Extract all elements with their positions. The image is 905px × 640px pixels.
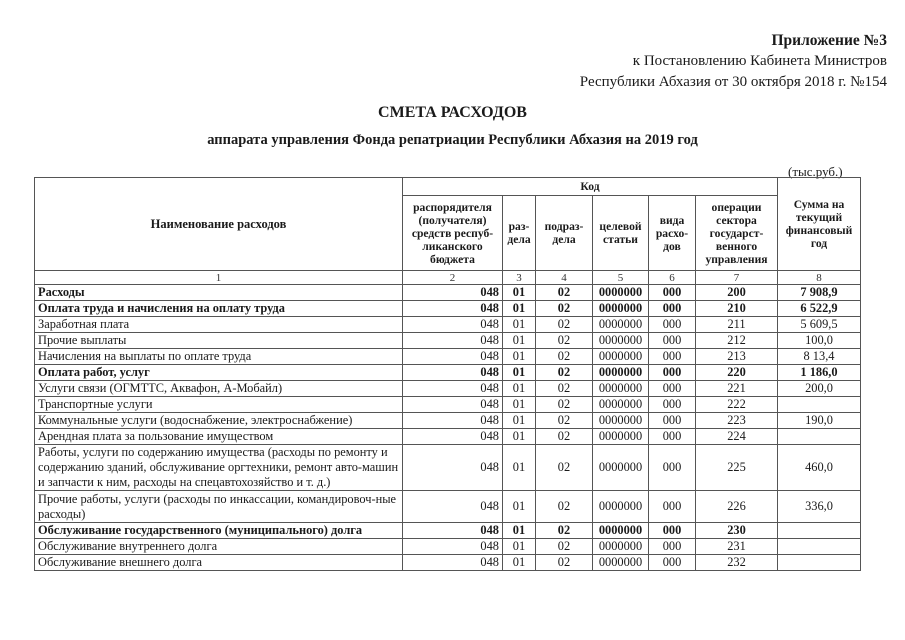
operation-code: 230 <box>696 523 778 539</box>
operation-code: 226 <box>696 491 778 523</box>
column-number: 8 <box>778 271 861 285</box>
amount-value: 100,0 <box>778 333 861 349</box>
manager-code: 048 <box>403 365 503 381</box>
manager-code: 048 <box>403 539 503 555</box>
operation-code: 223 <box>696 413 778 429</box>
expense-name: Обслуживание внутреннего долга <box>35 539 403 555</box>
subsection-code: 02 <box>536 555 593 571</box>
expense-type-code: 000 <box>649 555 696 571</box>
table-row <box>35 285 861 301</box>
table-row <box>35 491 861 523</box>
amount-value <box>778 429 861 445</box>
table-row <box>35 301 861 317</box>
section-code: 01 <box>503 445 536 491</box>
expense-type-code: 000 <box>649 523 696 539</box>
section-code: 01 <box>503 301 536 317</box>
header-subsection: подраз-дела <box>536 196 593 271</box>
target-code: 0000000 <box>593 523 649 539</box>
expense-name: Начисления на выплаты по оплате труда <box>35 349 403 365</box>
operation-code: 220 <box>696 365 778 381</box>
expense-type-code: 000 <box>649 397 696 413</box>
manager-code: 048 <box>403 429 503 445</box>
manager-code: 048 <box>403 523 503 539</box>
operation-code: 211 <box>696 317 778 333</box>
section-code: 01 <box>503 491 536 523</box>
expense-name: Оплата работ, услуг <box>35 365 403 381</box>
section-code: 01 <box>503 539 536 555</box>
appendix-line-2: Республики Абхазия от 30 октября 2018 г. №154 <box>579 74 887 90</box>
operation-code: 210 <box>696 301 778 317</box>
amount-value: 6 522,9 <box>778 301 861 317</box>
column-number: 6 <box>649 271 696 285</box>
column-number: 7 <box>696 271 778 285</box>
manager-code: 048 <box>403 333 503 349</box>
subsection-code: 02 <box>536 397 593 413</box>
operation-code: 200 <box>696 285 778 301</box>
table-row <box>35 365 861 381</box>
table-row <box>35 381 861 397</box>
expense-name: Прочие выплаты <box>35 333 403 349</box>
expense-type-code: 000 <box>649 445 696 491</box>
target-code: 0000000 <box>593 301 649 317</box>
operation-code: 224 <box>696 429 778 445</box>
subsection-code: 02 <box>536 381 593 397</box>
expense-type-code: 000 <box>649 365 696 381</box>
subsection-code: 02 <box>536 523 593 539</box>
expense-type-code: 000 <box>649 413 696 429</box>
table-row <box>35 523 861 539</box>
amount-value: 336,0 <box>778 491 861 523</box>
section-code: 01 <box>503 523 536 539</box>
amount-value: 7 908,9 <box>778 285 861 301</box>
manager-code: 048 <box>403 491 503 523</box>
subsection-code: 02 <box>536 349 593 365</box>
table-row <box>35 555 861 571</box>
table-row <box>35 445 861 491</box>
header-operation: операции сектора государст-венного управления <box>696 196 778 271</box>
header-name: Наименование расходов <box>35 178 403 271</box>
operation-code: 225 <box>696 445 778 491</box>
table-row <box>35 539 861 555</box>
expense-type-code: 000 <box>649 539 696 555</box>
expense-type-code: 000 <box>649 429 696 445</box>
target-code: 0000000 <box>593 555 649 571</box>
target-code: 0000000 <box>593 491 649 523</box>
header-code-group: Код <box>403 178 778 196</box>
target-code: 0000000 <box>593 381 649 397</box>
target-code: 0000000 <box>593 397 649 413</box>
amount-value <box>778 539 861 555</box>
column-number: 5 <box>593 271 649 285</box>
manager-code: 048 <box>403 285 503 301</box>
expense-name: Оплата труда и начисления на оплату труда <box>35 301 403 317</box>
amount-value: 460,0 <box>778 445 861 491</box>
subsection-code: 02 <box>536 285 593 301</box>
expense-name: Коммунальные услуги (водоснабжение, электроснабжение) <box>35 413 403 429</box>
section-code: 01 <box>503 413 536 429</box>
expense-type-code: 000 <box>649 491 696 523</box>
expense-type-code: 000 <box>649 317 696 333</box>
operation-code: 231 <box>696 539 778 555</box>
expense-type-code: 000 <box>649 285 696 301</box>
target-code: 0000000 <box>593 539 649 555</box>
manager-code: 048 <box>403 317 503 333</box>
subsection-code: 02 <box>536 365 593 381</box>
section-code: 01 <box>503 397 536 413</box>
subsection-code: 02 <box>536 429 593 445</box>
subsection-code: 02 <box>536 539 593 555</box>
subsection-code: 02 <box>536 333 593 349</box>
manager-code: 048 <box>403 381 503 397</box>
section-code: 01 <box>503 381 536 397</box>
section-code: 01 <box>503 317 536 333</box>
column-number: 4 <box>536 271 593 285</box>
section-code: 01 <box>503 429 536 445</box>
section-code: 01 <box>503 365 536 381</box>
operation-code: 222 <box>696 397 778 413</box>
section-code: 01 <box>503 333 536 349</box>
manager-code: 048 <box>403 397 503 413</box>
subsection-code: 02 <box>536 491 593 523</box>
amount-value <box>778 397 861 413</box>
manager-code: 048 <box>403 349 503 365</box>
column-numbers-row <box>35 271 861 285</box>
appendix-line-1: к Постановлению Кабинета Министров <box>632 53 887 69</box>
amount-value: 8 13,4 <box>778 349 861 365</box>
expense-name: Обслуживание внешнего долга <box>35 555 403 571</box>
amount-value: 5 609,5 <box>778 317 861 333</box>
document-title: СМЕТА РАСХОДОВ <box>378 104 527 121</box>
expense-name: Обслуживание государственного (муниципального) долга <box>35 523 403 539</box>
expense-name: Прочие работы, услуги (расходы по инкассации, командировоч-ные расходы) <box>35 491 403 523</box>
expense-name: Работы, услуги по содержанию имущества (расходы по ремонту и содержанию зданий, обслуживание оргтехники, ремонт авто-машин и запчасти к ним, расходы на спецавтохозяйство и т. д.) <box>35 445 403 491</box>
target-code: 0000000 <box>593 285 649 301</box>
expense-type-code: 000 <box>649 333 696 349</box>
column-number: 2 <box>403 271 503 285</box>
target-code: 0000000 <box>593 445 649 491</box>
manager-code: 048 <box>403 445 503 491</box>
amount-value <box>778 523 861 539</box>
amount-value: 1 186,0 <box>778 365 861 381</box>
header-target: целевой статьи <box>593 196 649 271</box>
operation-code: 232 <box>696 555 778 571</box>
expense-name: Расходы <box>35 285 403 301</box>
operation-code: 212 <box>696 333 778 349</box>
document-subtitle: аппарата управления Фонда репатриации Республики Абхазия на 2019 год <box>207 132 698 148</box>
manager-code: 048 <box>403 555 503 571</box>
table-row <box>35 349 861 365</box>
section-code: 01 <box>503 285 536 301</box>
amount-value: 200,0 <box>778 381 861 397</box>
amount-value: 190,0 <box>778 413 861 429</box>
appendix-title: Приложение №3 <box>771 32 887 49</box>
appendix-block <box>580 30 887 93</box>
table-row <box>35 413 861 429</box>
table-row <box>35 333 861 349</box>
subsection-code: 02 <box>536 317 593 333</box>
target-code: 0000000 <box>593 333 649 349</box>
header-expense-type: вида расхо-дов <box>649 196 696 271</box>
amount-value <box>778 555 861 571</box>
subsection-code: 02 <box>536 445 593 491</box>
target-code: 0000000 <box>593 429 649 445</box>
budget-table <box>34 177 861 571</box>
table-row <box>35 429 861 445</box>
expense-name: Арендная плата за пользование имуществом <box>35 429 403 445</box>
target-code: 0000000 <box>593 365 649 381</box>
target-code: 0000000 <box>593 349 649 365</box>
section-code: 01 <box>503 349 536 365</box>
expense-name: Заработная плата <box>35 317 403 333</box>
expense-name: Транспортные услуги <box>35 397 403 413</box>
table-row <box>35 317 861 333</box>
expense-type-code: 000 <box>649 301 696 317</box>
expense-type-code: 000 <box>649 381 696 397</box>
operation-code: 221 <box>696 381 778 397</box>
header-manager: распорядителя (получателя) средств респуб-ликанского бюджета <box>403 196 503 271</box>
expense-type-code: 000 <box>649 349 696 365</box>
header-section: раз-дела <box>503 196 536 271</box>
table-row <box>35 397 861 413</box>
manager-code: 048 <box>403 413 503 429</box>
subsection-code: 02 <box>536 413 593 429</box>
manager-code: 048 <box>403 301 503 317</box>
target-code: 0000000 <box>593 317 649 333</box>
column-number: 1 <box>35 271 403 285</box>
expense-name: Услуги связи (ОГМТТС, Аквафон, А-Мобайл) <box>35 381 403 397</box>
subsection-code: 02 <box>536 301 593 317</box>
operation-code: 213 <box>696 349 778 365</box>
units-label: (тыс.руб.) <box>788 164 843 179</box>
section-code: 01 <box>503 555 536 571</box>
header-amount: Сумма на текущий финансовый год <box>778 178 861 271</box>
column-number: 3 <box>503 271 536 285</box>
target-code: 0000000 <box>593 413 649 429</box>
